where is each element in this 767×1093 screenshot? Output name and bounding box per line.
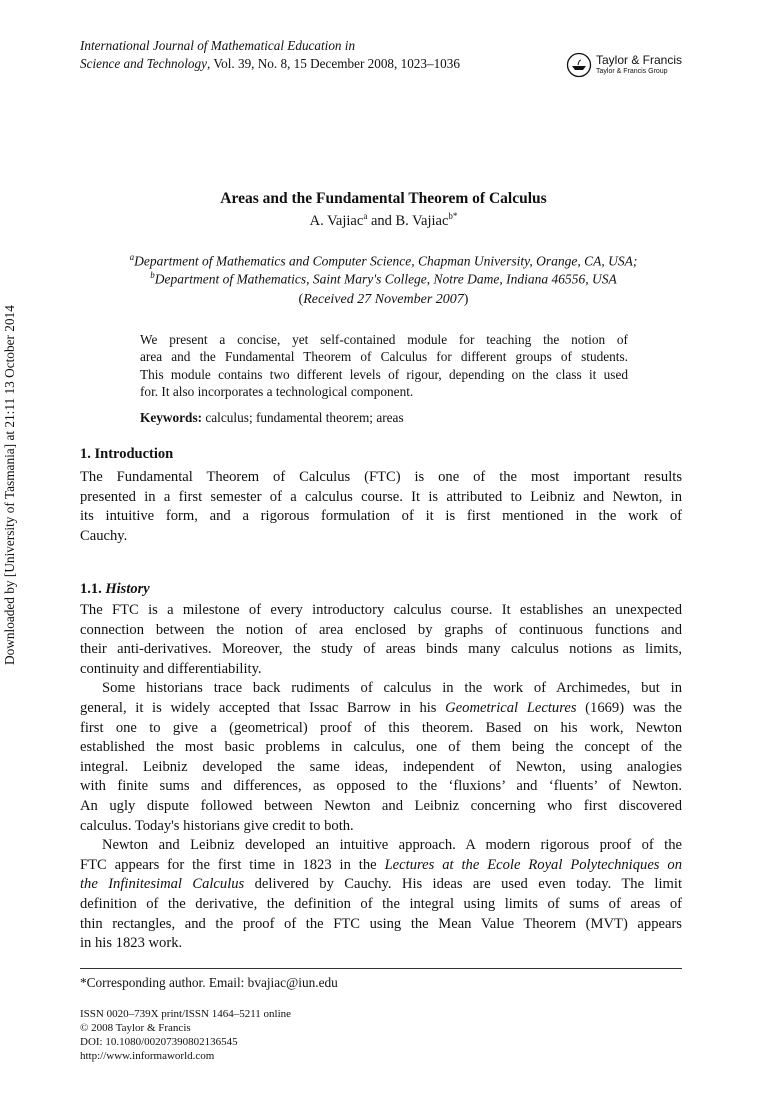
book-title: Geometrical Lectures	[445, 699, 577, 716]
history-body	[80, 601, 682, 954]
doi: DOI: 10.1080/00207390802136545	[80, 1036, 238, 1048]
abstract-line: for. It also incorporates a technological component.	[140, 384, 414, 400]
text-line: established the most basic problems in calculus, one of them being the concept of the	[80, 739, 682, 756]
text-line: calculus. Today's historians give credit to both.	[80, 817, 354, 834]
copyright: © 2008 Taylor & Francis	[80, 1022, 191, 1034]
affiliation-a	[0, 252, 767, 270]
publication-meta	[80, 1007, 291, 1063]
issn: ISSN 0020–739X print/ISSN 1464–5211 online	[80, 1008, 292, 1020]
journal-name: Science and Technology	[80, 56, 207, 71]
text-line	[80, 699, 682, 719]
section-heading-introduction: 1. Introduction	[80, 446, 174, 462]
text-line: definition of the derivative, the definition of the integral using limits of sums of areas of	[80, 895, 682, 912]
text-line: The FTC is a milestone of every introductory calculus course. It establishes an unexpected	[80, 602, 682, 618]
text-line: The Fundamental Theorem of Calculus (FTC) is one of the most important results	[80, 469, 682, 485]
text-line: with finite sums and differences, as opposed to the ‘fluxions’ and ‘fluents’ of Newton.	[80, 778, 682, 795]
lamp-icon	[566, 52, 592, 78]
book-title: Lectures at the Ecole Royal Polytechniques on	[384, 856, 682, 873]
text-line: Cauchy.	[80, 527, 128, 544]
author-1: A. Vajiac	[309, 212, 364, 229]
author-1-affil: a	[363, 211, 368, 221]
text-line: integral. Leibniz developed the same ideas, independent of Newton, using analogies	[80, 758, 682, 775]
footnote-divider	[80, 968, 682, 969]
affil-text: Department of Mathematics, Saint Mary's College, Notre Dame, Indiana 46556, USA	[154, 271, 617, 287]
keywords-label: Keywords:	[140, 409, 203, 425]
text-line: connection between the notion of area enclosed by graphs of continuous functions and	[80, 621, 682, 638]
keywords	[140, 409, 628, 426]
text-span: (1669) was the	[576, 699, 682, 716]
section-heading-history	[80, 581, 150, 598]
publisher-name: Taylor & Francis	[596, 53, 683, 67]
text-line	[80, 856, 682, 876]
journal-header	[80, 37, 460, 73]
text-span: general, it is widely accepted that Issac Barrow in his	[80, 699, 446, 716]
text-line: Newton and Leibniz developed an intuitive approach. A modern rigorous proof of the	[102, 837, 682, 854]
text-line: An ugly dispute followed between Newton and Leibniz concerning who first discovered	[80, 797, 682, 814]
text-line: thin rectangles, and the proof of the FTC using the Mean Value Theorem (MVT) appears	[80, 915, 682, 932]
book-title: the Infinitesimal Calculus	[80, 876, 245, 893]
received-date: (Received 27 November 2007)	[298, 292, 469, 307]
paper-title: Areas and the Fundamental Theorem of Calculus	[220, 190, 547, 207]
affil-mark: b	[150, 270, 155, 280]
publisher-group: Taylor & Francis Group	[596, 68, 668, 75]
section-number: 1.1.	[80, 581, 102, 597]
affil-mark: a	[129, 252, 135, 262]
text-line: their anti-derivatives. Moreover, the study of areas binds many calculus notions as limits,	[80, 641, 682, 658]
abstract-line: We present a concise, yet self-contained module for teaching the notion of	[140, 332, 628, 347]
authors	[0, 211, 767, 230]
text-line: continuity and differentiability.	[80, 660, 262, 677]
author-2-affil: b*	[448, 211, 458, 221]
text-span: delivered by Cauchy. His ideas are used even today. The limit	[244, 876, 682, 893]
text-span: FTC appears for the first time in 1823 in the	[80, 856, 385, 873]
section-title: History	[105, 581, 150, 597]
text-line: in his 1823 work.	[80, 935, 183, 952]
text-line: its intuitive form, and a rigorous formulation of it is first mentioned in the work of	[80, 508, 682, 525]
corresponding-author-footnote: *Corresponding author. Email: bvajiac@iun.edu	[80, 975, 338, 990]
journal-issue: , Vol. 39, No. 8, 15 December 2008, 1023–1036	[206, 56, 460, 71]
keywords-text: calculus; fundamental theorem; areas	[205, 409, 404, 425]
text-line	[80, 875, 682, 895]
download-watermark: Downloaded by [University of Tasmania] at 21:11 13 October 2014	[2, 305, 17, 665]
abstract-line: area and the Fundamental Theorem of Calculus for different groups of students.	[140, 349, 628, 365]
text-line: presented in a first semester of a calculus course. It is attributed to Leibniz and Newton, in	[80, 488, 682, 505]
journal-line-1: International Journal of Mathematical Education in	[80, 38, 356, 53]
abstract	[140, 331, 628, 426]
received-text: Received 27 November 2007	[303, 292, 464, 307]
affil-text: Department of Mathematics and Computer Science, Chapman University, Orange, CA, USA;	[134, 253, 638, 269]
publisher-logo	[566, 52, 682, 78]
author-2: and B. Vajiac	[367, 212, 449, 229]
text-line: Some historians trace back rudiments of calculus in the work of Archimedes, but in	[102, 680, 682, 697]
text-line: first one to give a (geometrical) proof of this theorem. Based on his work, Newton	[80, 719, 682, 736]
abstract-line: This module contains two different levels of rigour, depending on the class it used	[140, 366, 628, 382]
intro-paragraph	[80, 468, 682, 546]
publisher-url[interactable]: http://www.informaworld.com	[80, 1050, 215, 1062]
affiliation-b	[0, 270, 767, 288]
